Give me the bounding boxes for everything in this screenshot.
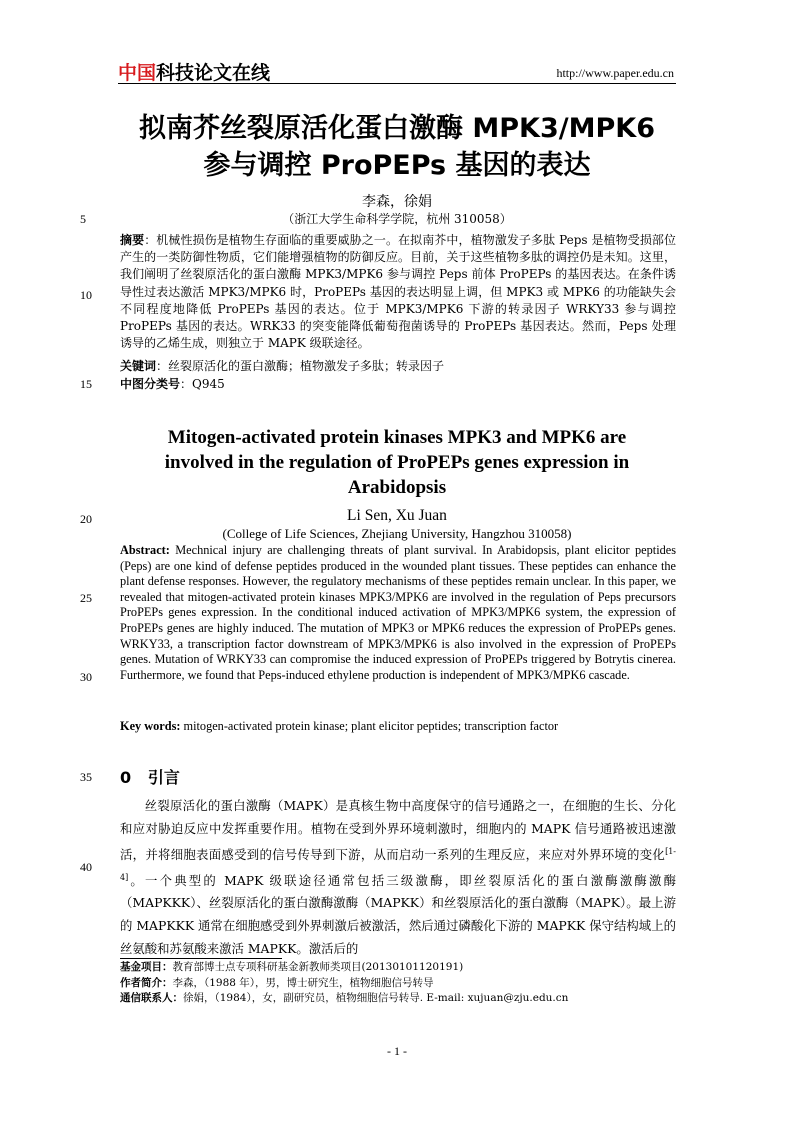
- line-number: 20: [80, 512, 92, 526]
- footnote-divider: [120, 958, 282, 959]
- title-en-line2: involved in the regulation of ProPEPs genes expression in: [164, 452, 630, 473]
- footnote-author: [120, 976, 680, 992]
- abstract-en: [120, 543, 676, 683]
- section-number: 0: [120, 768, 132, 787]
- keywords-zh-label: 关键词: [120, 359, 157, 373]
- title-en-line1: Mitogen-activated protein kinases MPK3 and MPK6 are: [167, 427, 627, 448]
- keywords-en: [120, 719, 676, 735]
- abstract-en-label: Abstract:: [120, 543, 170, 557]
- footnote-fund: [120, 960, 680, 976]
- contact-text: 徐娟，（1984），女，副研究员，植物细胞信号转导. E-mail: xujuan@zju.edu.cn: [183, 992, 569, 1004]
- clc-zh: [120, 376, 676, 393]
- header-divider: [118, 83, 676, 84]
- keywords-en-text: mitogen-activated protein kinase; plant elicitor peptides; transcription factor: [180, 719, 559, 733]
- author-text: 李森，（1988 年），男，博士研究生，植物细胞信号转导: [172, 976, 434, 989]
- title-en-line3: Arabidopsis: [347, 477, 447, 498]
- title-zh-line1: 拟南芥丝裂原活化蛋白激酶 MPK3/MPK6: [139, 113, 655, 144]
- authors-en: Li Sen, Xu Juan: [347, 507, 447, 524]
- logo-text: 科技论文在线: [156, 62, 271, 84]
- authors-zh: 李森，徐娟: [362, 194, 432, 210]
- journal-logo: [118, 58, 270, 85]
- line-number: 10: [80, 288, 92, 302]
- body-text: [120, 795, 676, 961]
- line-number: 15: [80, 377, 92, 391]
- fund-label: 基金项目：: [120, 961, 173, 973]
- line-number: 25: [80, 591, 92, 605]
- body-text-part2: 。一个典型的 MAPK 级联途径通常包括三级激酶，即丝裂原活化的蛋白激酶激酶激酶（MAPKKK）、丝裂原活化的蛋白激酶激酶（MAPKK）和丝裂原活化的蛋白激酶（MAPK）。最上游的 MAPKKK 通常在细胞感受到外界刺激后被激活，然后通过磷酸化下游的 MAPKK 保守结构域上的丝氨酸和苏氨酸来激活 MAPKK。激活后的: [120, 872, 676, 957]
- affiliation-en: (College of Life Sciences, Zhejiang University, Hangzhou 310058): [222, 526, 572, 541]
- keywords-zh: [120, 358, 676, 375]
- contact-label: 通信联系人：: [120, 992, 183, 1004]
- author-label: 作者简介：: [120, 976, 173, 989]
- citation[interactable]: [1-4]: [120, 846, 676, 882]
- line-number: 40: [80, 860, 92, 874]
- footnotes: [120, 960, 680, 1007]
- page-number: - 1 -: [387, 1044, 407, 1058]
- affiliation-zh: （浙江大学生命科学学院，杭州 310058）: [282, 212, 512, 226]
- keywords-en-label: Key words:: [120, 719, 181, 733]
- footnote-contact: [120, 991, 680, 1007]
- fund-text: 教育部博士点专项科研基金新教师类项目(20130101120191): [172, 961, 464, 973]
- abstract-en-text: Mechnical injury are challenging threats of plant survival. In Arabidopsis, plant elicitor peptides (Peps) are one kind of defense peptides produced in the wounded plant tissues. These peptides can enhance the plant defense responses. However, the regulatory mechanisms of these peptides remain unclear. In this paper, we revealed that mitogen-activated protein kinases MPK3/MPK6 are involved in the regulation of Peps precursors ProPEPs genes expression. In the conditional induced activation of MPK3/MPK6 system, the expression of ProPEPs genes are highly induced. The mutation of MPK3 or MPK6 reduces the expression of ProPEPs genes. WRKY33, a transcription factor downstream of MPK3/MPK6 is also involved in the expression of ProPEPs genes. Mutation of WRKY33 can compromise the induced expression of ProPEPs triggered by Botrytis cinerea. Furthermore, we found that Peps-induced ethylene production is independent of MPK3/MPK6 cascade.: [120, 543, 676, 682]
- abstract-zh-label: 摘要: [120, 233, 145, 247]
- body-paragraph: [120, 795, 676, 961]
- line-number: 35: [80, 770, 92, 784]
- title-zh-line2: 参与调控 ProPEPs 基因的表达: [203, 150, 591, 181]
- header-url[interactable]: http://www.paper.edu.cn: [556, 66, 674, 80]
- line-number: 5: [80, 212, 86, 226]
- section-title: 引言: [147, 768, 180, 787]
- abstract-zh: [120, 232, 676, 352]
- abstract-zh-text: ：机械性损伤是植物生存面临的重要威胁之一。在拟南芥中，植物激发子多肽 Peps 是植物受损部位产生的一类防御性物质，它们能增强植物的防御反应。目前，关于这些植物多肽的调控仍是未知。这里，我们阐明了丝裂原活化的蛋白激酶 MPK3/MPK6 参与调控 Peps 前体 ProPEPs 的基因表达。在条件诱导性过表达激活 MPK3/MPK6 时，ProPEPs 基因的表达明显上调，但 MPK3 或 MPK6 的功能缺失会不同程度地降低 ProPEPs 基因的表达。位于 MPK3/MPK6 下游的转录因子 WRKY33 参与调控 ProPEPs 基因的表达。WRK33 的突变能降低葡萄孢菌诱导的 ProPEPs 基因表达。然而，Peps 处理诱导的乙烯生成，则独立于 MAPK 级联途径。: [120, 233, 676, 351]
- keywords-zh-text: ：丝裂原活化的蛋白激酶；植物激发子多肽；转录因子: [156, 359, 445, 373]
- line-number: 30: [80, 670, 92, 684]
- body-text-part1: 丝裂原活化的蛋白激酶（MAPK）是真核生物中高度保守的信号通路之一，在细胞的生长、分化和应对胁迫反应中发挥重要作用。植物在受到外界环境刺激时，细胞内的 MAPK 信号通路被迅速激活，并将细胞表面感受到的信号传导到下游，从而启动一系列的生理反应，来应对外界环境的变化: [120, 798, 676, 862]
- title-en: [0, 425, 794, 500]
- logo-red-text: 中国: [118, 62, 157, 84]
- clc-text: ：Q945: [180, 377, 225, 391]
- section-heading: [120, 765, 180, 788]
- clc-label: 中图分类号: [120, 377, 181, 391]
